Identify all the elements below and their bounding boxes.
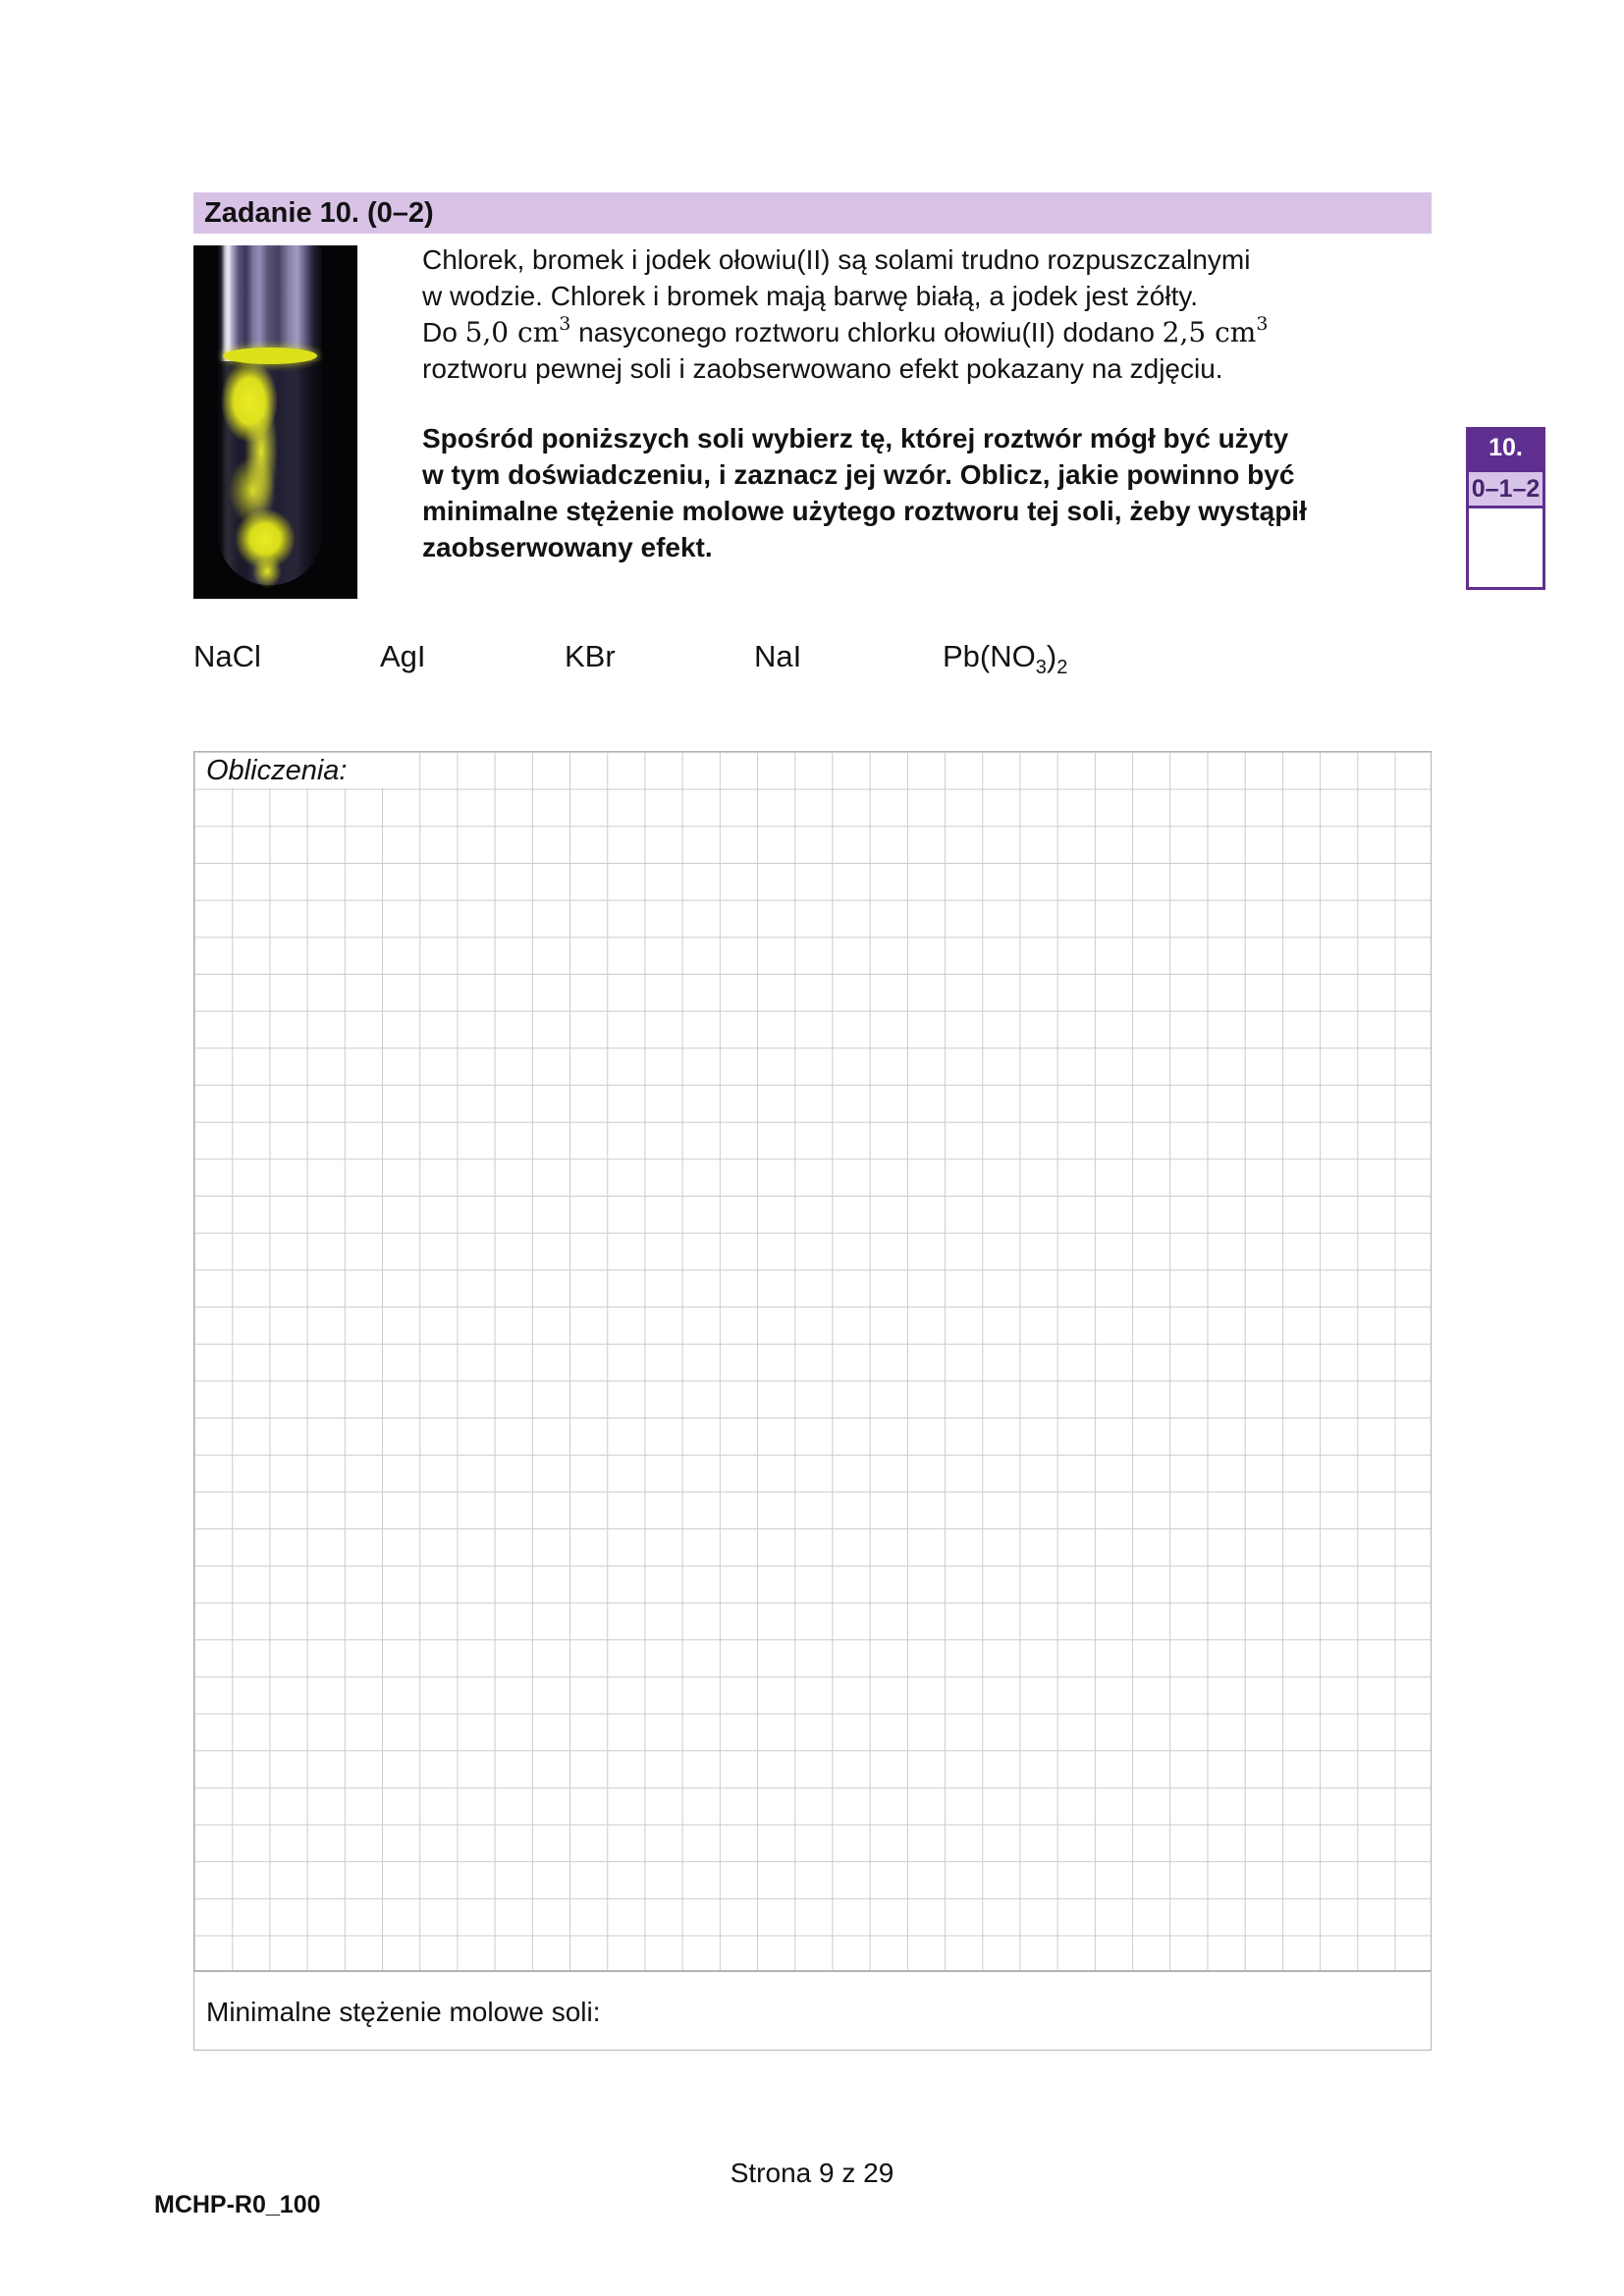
command-line: w tym doświadczeniu, i zaznacz jej wzór. Oblicz, jakie powinno być (422, 459, 1295, 490)
yellow-precipitate-blob (252, 555, 282, 588)
salt-option-kbr: KBr (565, 639, 616, 673)
experiment-photo (193, 245, 357, 599)
intro-paragraph (422, 241, 1268, 387)
intro-line: Do 5,0 $cm^3$ nasyconego roztworu chlorku ołowiu(II) dodano 2,5 $cm^3$ (422, 312, 1269, 348)
task-header-label: Zadanie 10. (0–2) (204, 197, 434, 229)
command-line: zaobserwowany efekt. (422, 532, 713, 562)
intro-line: Chlorek, bromek i jodek ołowiu(II) są solami trudno rozpuszczalnymi (422, 244, 1251, 275)
answer-label: Minimalne stężenie molowe soli: (206, 1997, 601, 2027)
score-box (1466, 427, 1545, 590)
calculations-label: Obliczenia: (206, 755, 348, 786)
command-line: Spośród poniższych soli wybierz tę, której roztwór mógł być użyty (422, 423, 1289, 454)
footer-page-indicator: Strona 9 z 29 (730, 2158, 894, 2188)
command-line: minimalne stężenie molowe użytego roztworu tej soli, żeby wystąpił (422, 496, 1307, 526)
intro-line: roztworu pewnej soli i zaobserwowano efekt pokazany na zdjęciu. (422, 353, 1223, 384)
calculations-grid (193, 751, 1432, 1971)
command-paragraph (422, 420, 1307, 565)
answer-box (193, 1971, 1432, 2051)
salt-option-nai: NaI (754, 639, 802, 673)
task-header-bar (193, 192, 1432, 234)
score-points-scale: 0–1–2 (1466, 469, 1545, 508)
salt-option-pbno32: $Pb(NO_3)_2$ (943, 639, 1068, 679)
score-empty-cell (1466, 506, 1545, 590)
salt-option-agi: AgI (380, 639, 426, 673)
salt-options-row (0, 639, 1624, 679)
score-task-number: 10. (1466, 427, 1545, 469)
salt-option-nacl: NaCl (193, 639, 261, 673)
intro-line: w wodzie. Chlorek i bromek mają barwę białą, a jodek jest żółty. (422, 281, 1199, 311)
footer-sheet-code: MCHP-R0_100 (154, 2191, 321, 2218)
